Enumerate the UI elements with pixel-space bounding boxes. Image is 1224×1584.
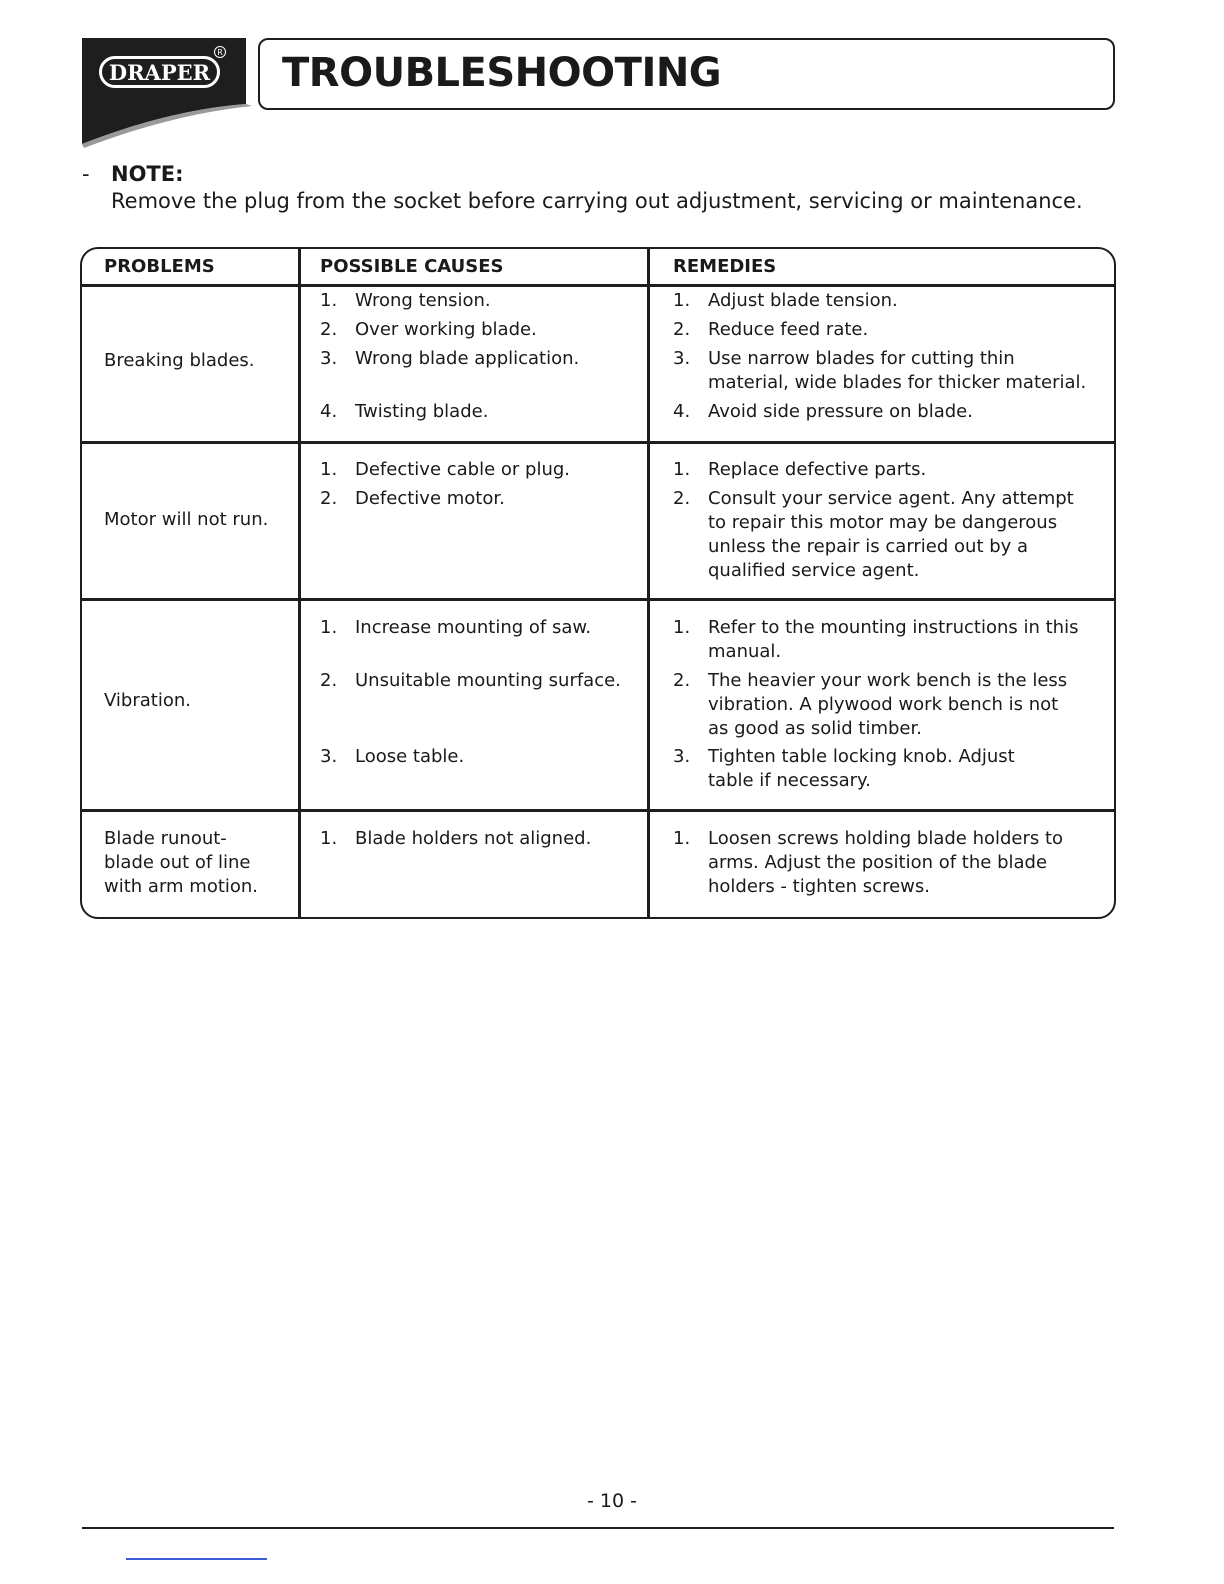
logo-text: DRAPER [108, 59, 211, 85]
problem-cell: Vibration. [104, 690, 191, 711]
header-causes: POSSIBLE CAUSES [320, 256, 504, 277]
column-divider [647, 249, 650, 917]
title-box [258, 38, 1115, 110]
header-problems: PROBLEMS [104, 256, 215, 277]
note-label: NOTE: [111, 162, 184, 186]
draper-logo [99, 56, 220, 88]
remedy-item: 2. Consult your service agent. Any attempt to repair this motor may be dangerous unless the repair is carried out by a qualified service agent. [673, 488, 1074, 581]
footer-link-underline [126, 1558, 267, 1560]
remedy-item: 2. The heavier your work bench is the less vibration. A plywood work bench is not as good as solid timber. [673, 670, 1068, 739]
remedy-item: 1. Loosen screws holding blade holders to arms. Adjust the position of the blade holders - tighten screws. [673, 828, 1064, 897]
remedy-item: 3. Tighten table locking knob. Adjust table if necessary. [673, 746, 1015, 791]
column-divider [298, 249, 301, 917]
row-divider [82, 598, 1114, 601]
page-title: TROUBLESHOOTING [282, 50, 722, 96]
row-divider [82, 441, 1114, 444]
troubleshooting-table: PROBLEMS POSSIBLE CAUSES REMEDIES Breaking blades. 1. Wrong tension. 2. Over working blade. 3. Wrong blade application. 4. Twisting blade. 1. Adjust blade tension. 2. Reduce feed rate. 3. Use narrow blades for cutting thin material, wide blades for thicker material. 4. Avoid side pressure on blade. Motor will not run. 1. Defective cable or plug. 2. Defective motor. 1. Replace defective parts. 2. Consult your service agent. Any attempt to repair this motor may be dangerous unless the repair is carried out by a qualified service agent. Vibration. 1. Increase mounting of saw. 2. Unsuitable mounting surface. 3. Loose table. 1. Refer to the mounting instructions in this manual. 2. The heavier your work bench is the less vibration. A plywood work bench is not as good as solid timber. 3. Tighten table locking knob. Adjust table if necessary. Blade runout- blade out of line with arm motion. 1. Blade holders not aligned. 1. Loosen screws holding blade holders to arms. Adjust the position of the blade holders - tighten screws. [80, 247, 1116, 919]
remedy-item: 1. Refer to the mounting instructions in this manual. [673, 617, 1079, 662]
header-divider [82, 284, 1114, 287]
note-text: Remove the plug from the socket before carrying out adjustment, servicing or maintenance. [111, 189, 1083, 213]
header-remedies: REMEDIES [673, 256, 777, 277]
registered-mark-icon: R [214, 46, 226, 58]
row-divider [82, 809, 1114, 812]
footer-rule [82, 1527, 1114, 1529]
problem-cell: Breaking blades. [104, 350, 255, 371]
remedy-item: 3. Use narrow blades for cutting thin material, wide blades for thicker material. [673, 348, 1087, 393]
logo-swoosh [82, 98, 252, 148]
problem-cell: Motor will not run. [104, 509, 269, 530]
page-number: - 10 - [587, 1490, 637, 1512]
problem-cell: Blade runout- blade out of line with arm motion. [104, 828, 259, 897]
note-dash: - [82, 162, 90, 186]
